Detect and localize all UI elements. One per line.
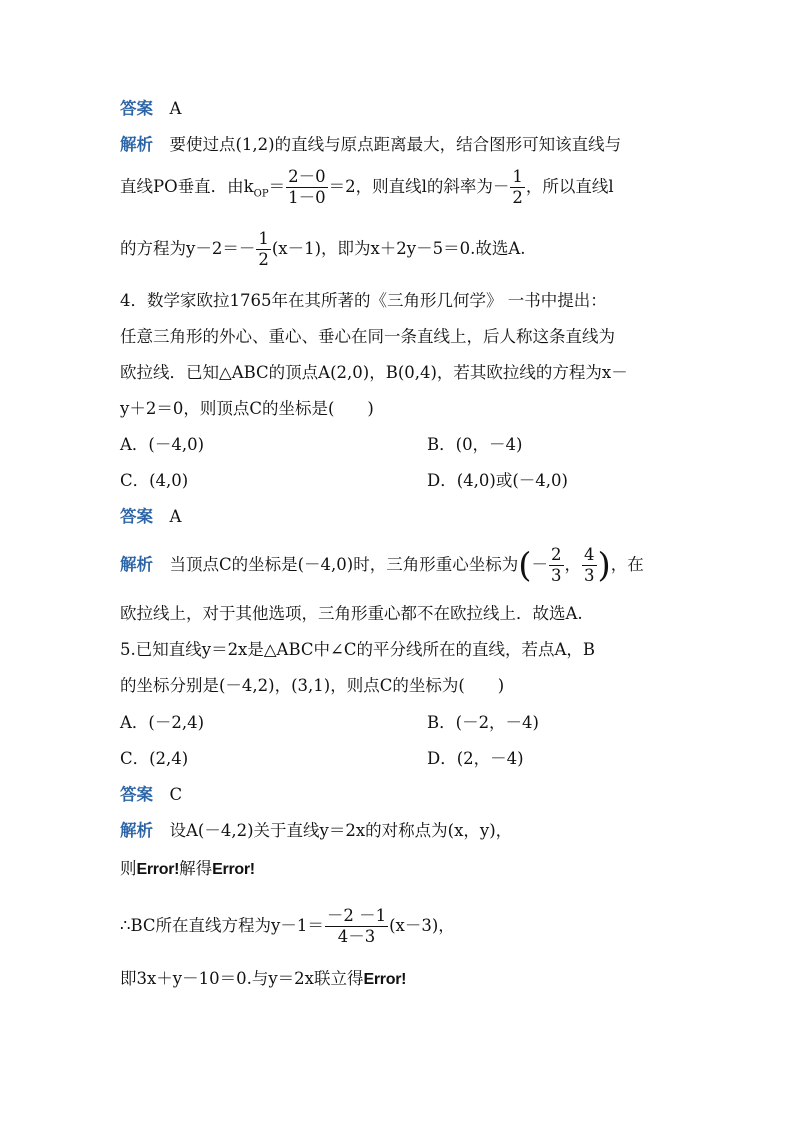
analysis-text: 当顶点C的坐标是(－4,0)时，三角形重心坐标为 bbox=[169, 555, 519, 574]
numerator: 4 bbox=[584, 545, 595, 564]
option-a: A．(－2,4) bbox=[120, 713, 205, 732]
fraction bbox=[549, 545, 564, 586]
analysis-line-3-2 bbox=[120, 166, 614, 215]
analysis-line-5-1 bbox=[120, 820, 512, 842]
question-4-line-1: 4．数学家欧拉1765年在其所著的《三角形几何学》 一书中提出： bbox=[120, 291, 607, 310]
analysis-line-3-1 bbox=[120, 134, 621, 156]
answer-value: A bbox=[169, 99, 182, 118]
denominator: 2 bbox=[512, 188, 523, 207]
fraction bbox=[582, 545, 597, 586]
option-b: B．(0，－4) bbox=[427, 435, 523, 454]
numerator: －2 －1 bbox=[326, 906, 387, 925]
analysis-text: 直线PO垂直．由k bbox=[120, 177, 254, 196]
option-d: D．(4,0)或(－4,0) bbox=[427, 471, 568, 490]
numerator: 2－0 bbox=[288, 167, 326, 186]
analysis-text: 解得 bbox=[179, 859, 213, 878]
right-paren: ) bbox=[597, 545, 611, 586]
analysis-line-5-4 bbox=[120, 968, 406, 991]
question-4-line-3: 欧拉线．已知△ABC的顶点A(2,0)，B(0,4)，若其欧拉线的方程为x－ bbox=[120, 363, 628, 382]
analysis-text: 则 bbox=[120, 859, 137, 878]
option-b: B．(－2，－4) bbox=[427, 713, 539, 732]
answer-line-5 bbox=[120, 784, 182, 806]
denominator: 4－3 bbox=[337, 927, 376, 946]
denominator: 3 bbox=[551, 566, 562, 585]
analysis-line-4-1: 解析 当顶点C的坐标是(－4,0)时，三角形重心坐标为(－ $\frac{2}{3}$ ， $\frac{4}{3}$ )，在 bbox=[120, 545, 644, 586]
option-d: D．(2，－4) bbox=[427, 749, 524, 768]
analysis-label: 解析 bbox=[120, 135, 153, 154]
answer-line-4 bbox=[120, 506, 181, 528]
analysis-label: 解析 bbox=[120, 555, 153, 574]
error-text: Error! bbox=[136, 861, 180, 878]
denominator: 2 bbox=[258, 250, 269, 269]
question-4-line-4: y＋2＝0，则顶点C的坐标是( ) bbox=[120, 399, 374, 418]
analysis-label: 解析 bbox=[120, 821, 153, 840]
analysis-line-4-2: 欧拉线上，对于其他选项，三角形重心都不在欧拉线上．故选A. bbox=[120, 604, 583, 623]
fraction bbox=[325, 906, 388, 947]
subscript: OP bbox=[253, 188, 269, 200]
analysis-text: (x－3)， bbox=[389, 916, 455, 935]
analysis-line-3-3 bbox=[120, 228, 526, 270]
answer-label: 答案 bbox=[120, 99, 153, 118]
fraction bbox=[286, 167, 328, 208]
analysis-text: ，所以直线l bbox=[525, 177, 614, 196]
fraction bbox=[256, 229, 271, 270]
equals: ＝ bbox=[268, 177, 286, 196]
option-c: C．(2,4) bbox=[120, 749, 189, 768]
answer-label: 答案 bbox=[120, 507, 153, 526]
analysis-text: ∴BC所在直线方程为y－1＝ bbox=[120, 916, 324, 935]
option-a: A．(－4,0) bbox=[120, 435, 205, 454]
numerator: 2 bbox=[551, 545, 562, 564]
error-text: Error! bbox=[363, 971, 407, 988]
analysis-line-5-2 bbox=[120, 858, 255, 881]
analysis-line-5-3 bbox=[120, 904, 455, 948]
numerator: 1 bbox=[512, 167, 523, 186]
answer-line-3 bbox=[120, 98, 181, 120]
analysis-text: ＝2，则直线l的斜率为－ bbox=[328, 177, 510, 196]
analysis-text: ，在 bbox=[610, 555, 644, 574]
analysis-text: (x－1)，即为x＋2y－5＝0.故选A. bbox=[271, 239, 526, 258]
analysis-text: 即3x＋y－10＝0.与y＝2x联立得 bbox=[120, 969, 364, 988]
option-c: C．(4,0) bbox=[120, 471, 189, 490]
fraction bbox=[510, 167, 525, 208]
denominator: 3 bbox=[584, 566, 595, 585]
analysis-text: 设A(－4,2)关于直线y＝2x的对称点为(x，y)， bbox=[169, 821, 513, 840]
question-5-line-1: 5.已知直线y＝2x是△ABC中∠C的平分线所在的直线，若点A，B bbox=[120, 640, 596, 659]
denominator: 1－0 bbox=[288, 188, 326, 207]
question-4-line-2: 任意三角形的外心、重心、垂心在同一条直线上，后人称这条直线为 bbox=[120, 327, 615, 346]
answer-value: C bbox=[169, 785, 183, 804]
numerator: 1 bbox=[258, 229, 269, 248]
answer-label: 答案 bbox=[120, 785, 153, 804]
left-paren: ( bbox=[518, 545, 532, 586]
question-5-line-2: 的坐标分别是(－4,2)，(3,1)，则点C的坐标为( ) bbox=[120, 676, 505, 695]
answer-value: A bbox=[169, 507, 182, 526]
error-text: Error! bbox=[212, 861, 255, 878]
analysis-text: 要使过点(1,2)的直线与原点距离最大，结合图形可知该直线与 bbox=[169, 135, 622, 154]
analysis-text: 的方程为y－2＝－ bbox=[120, 239, 256, 258]
